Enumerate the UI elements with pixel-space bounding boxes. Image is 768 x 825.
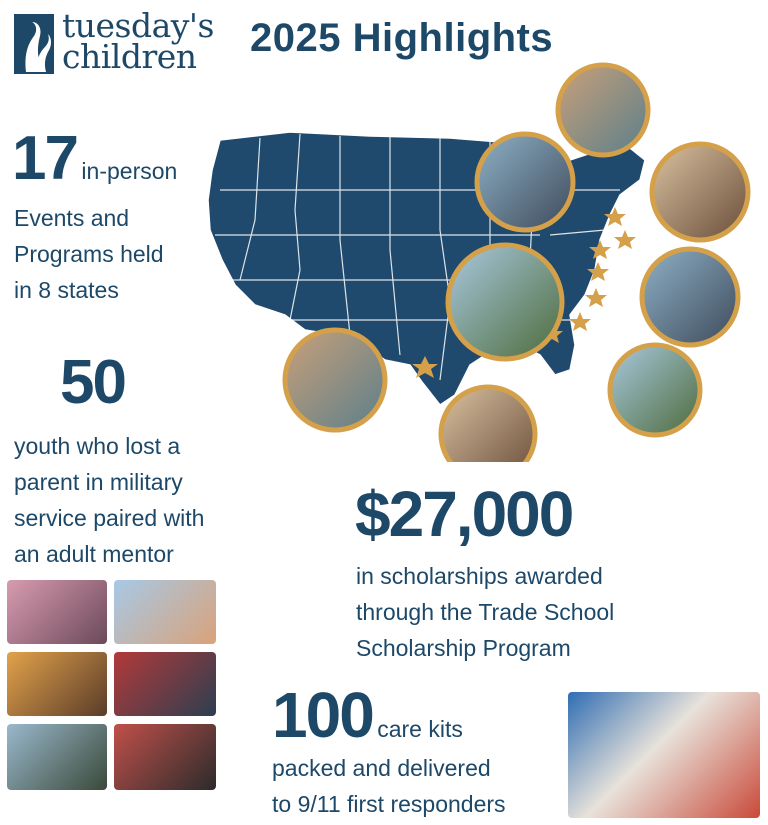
photo-collage (280, 62, 760, 462)
stat-youth-line-3: service paired with (14, 505, 205, 531)
stat-scholarships-line-3: Scholarship Program (356, 635, 571, 661)
stat-youth-line-1: youth who lost a (14, 433, 181, 459)
logo-mark-icon (14, 14, 54, 74)
logo-text (62, 6, 214, 76)
mentor-photo-5 (7, 724, 107, 790)
stat-events-lead: in-person (81, 158, 178, 184)
stat-scholarships-number: $27,000 (355, 478, 573, 550)
stat-carekits-number: 100 (272, 679, 373, 751)
care-kits-photo (568, 692, 760, 818)
stat-carekits-line-2: packed and delivered (272, 755, 491, 781)
mentor-photo-3 (7, 652, 107, 716)
mentor-photo-1 (7, 580, 107, 644)
stat-events (12, 124, 178, 193)
stat-events-desc (14, 200, 164, 308)
mentor-photo-6 (114, 724, 216, 790)
stat-youth-line-2: parent in military (14, 469, 183, 495)
stat-carekits-line-3: to 9/11 first responders (272, 791, 506, 817)
stat-events-line-3: Programs held (14, 241, 164, 267)
stat-events-number: 17 (12, 124, 77, 193)
stat-youth-number: 50 (60, 348, 125, 417)
stat-events-line-4: in 8 states (14, 277, 119, 303)
stat-youth-desc (14, 428, 204, 572)
stat-scholarships-line-2: through the Trade School (356, 599, 615, 625)
stat-scholarships-line-1: in scholarships awarded (356, 563, 603, 589)
mentor-photo-2 (114, 580, 216, 644)
logo-line-2: children (62, 37, 197, 76)
stat-carekits-desc (272, 750, 506, 822)
mentor-photo-4 (114, 652, 216, 716)
stat-scholarships-desc (356, 558, 614, 666)
stat-carekits (272, 680, 463, 750)
stat-youth-line-4: an adult mentor (14, 541, 174, 567)
stat-events-line-2: Events and (14, 205, 130, 231)
page-title: 2025 Highlights (250, 16, 554, 60)
logo-line-1: tuesday's (62, 6, 214, 45)
stat-carekits-lead: care kits (377, 716, 463, 742)
